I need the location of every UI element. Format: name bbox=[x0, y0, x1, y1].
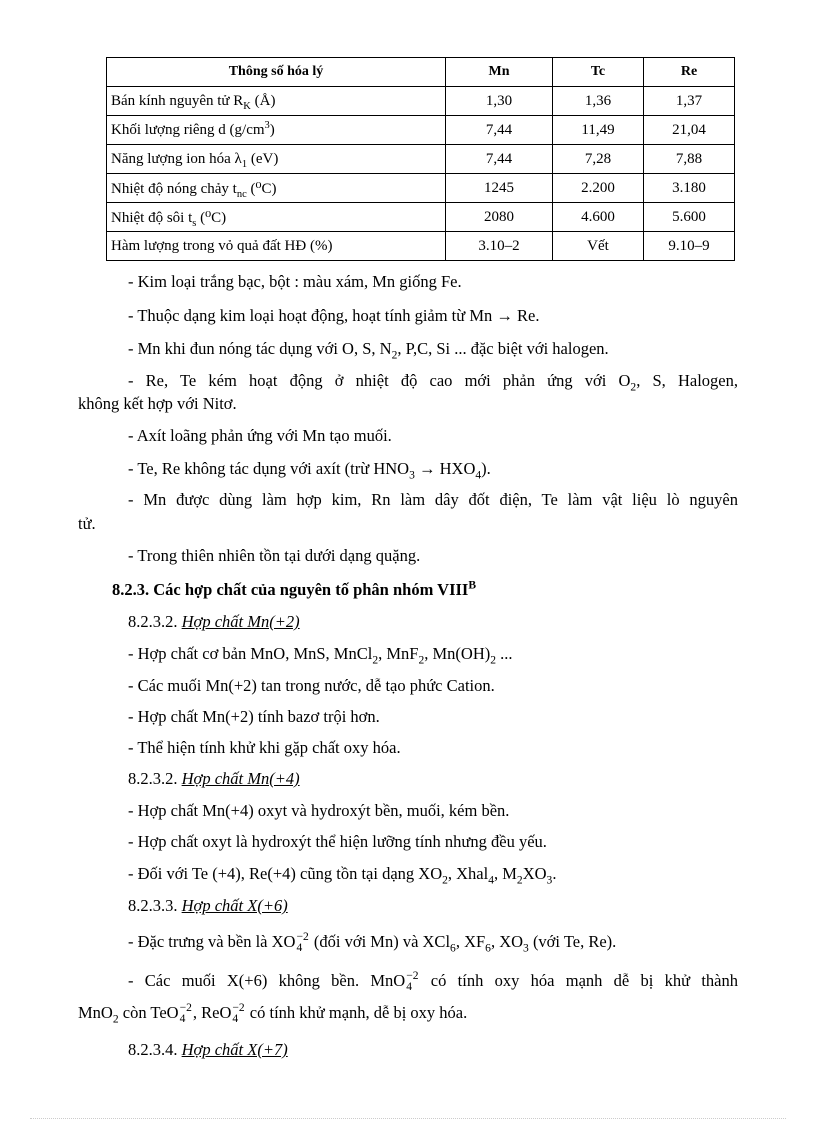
header-tc: Tc bbox=[553, 58, 644, 87]
cell-re: 1,37 bbox=[644, 87, 735, 116]
paragraph-continued: tử. bbox=[78, 514, 96, 533]
paragraph: - Mn được dùng làm hợp kim, Rn làm dây đốt điện, Te làm vật liệu lò nguyên bbox=[128, 490, 738, 509]
row-name: Nhiệt độ sôi $t_s$ (⁰C) bbox=[107, 203, 446, 232]
cell-mn: 3.10–2 bbox=[446, 232, 553, 261]
paragraph: - Đặc trưng và bền là XO −2 4 (đối với Mn) và XCl$_6$, $XF_6$, $XO_3$ (với Te, Re). bbox=[128, 930, 617, 955]
table-row bbox=[107, 87, 735, 116]
paragraph: - Các muối X(+6) không bền. MnO −2 4 có tính oxy hóa mạnh dễ bị khử thành bbox=[128, 969, 739, 994]
paragraph: - Đối với Te (+4), Re(+4) cũng tồn tại dạng $XO_2$, Xhal$_4$, $M_2XO_3$. bbox=[128, 864, 557, 887]
cell-tc: 2.200 bbox=[553, 174, 644, 203]
row-name: Khối lượng riêng d $(g/cm^3)$ bbox=[107, 116, 446, 145]
paragraph: - Re, Te kém hoạt động ở nhiệt độ cao mới phản ứng với $O_2$, S, Halogen, bbox=[128, 371, 739, 394]
row-name: Hàm lượng trong vỏ quả đất HĐ (%) bbox=[107, 232, 446, 261]
cell-re: 3.180 bbox=[644, 174, 735, 203]
row-name: Bán kính nguyên tử $R_K$ (Å) bbox=[107, 87, 446, 116]
subsection-title: 8.2.3.2. Hợp chất Mn(+2) bbox=[128, 612, 300, 631]
table-row bbox=[107, 145, 735, 174]
paragraph: - Các muối Mn(+2) tan trong nước, dễ tạo phức Cation. bbox=[128, 676, 495, 695]
paragraph: - Hợp chất Mn(+2) tính bazơ trội hơn. bbox=[128, 707, 380, 726]
header-mn: Mn bbox=[446, 58, 553, 87]
paragraph: - Trong thiên nhiên tồn tại dưới dạng quặng. bbox=[128, 546, 421, 565]
table-row bbox=[107, 116, 735, 145]
cell-tc: 11,49 bbox=[553, 116, 644, 145]
cell-tc: 1,36 bbox=[553, 87, 644, 116]
cell-tc: 4.600 bbox=[553, 203, 644, 232]
page-footer-rule bbox=[30, 1118, 786, 1119]
paragraph: - Mn khi đun nóng tác dụng với O, S, $N_2$, P,C, Si ... đặc biệt với halogen. bbox=[128, 339, 609, 362]
paragraph: - Hợp chất oxyt là hydroxýt thể hiện lưỡng tính nhưng đều yếu. bbox=[128, 832, 547, 851]
table-header-row bbox=[107, 58, 735, 87]
cell-re: 5.600 bbox=[644, 203, 735, 232]
cell-mn: 1,30 bbox=[446, 87, 553, 116]
cell-mn: 2080 bbox=[446, 203, 553, 232]
paragraph-continued: không kết hợp với Nitơ. bbox=[78, 394, 237, 413]
cell-mn: 7,44 bbox=[446, 116, 553, 145]
cell-tc: 7,28 bbox=[553, 145, 644, 174]
table-row bbox=[107, 203, 735, 232]
paragraph: - Kim loại trắng bạc, bột : màu xám, Mn giống Fe. bbox=[128, 272, 462, 291]
table-row bbox=[107, 174, 735, 203]
paragraph: - Te, Re không tác dụng với axít (trừ $HNO_3 \to HXO_4$). bbox=[128, 459, 491, 482]
subsection-title: 8.2.3.2. Hợp chất Mn(+4) bbox=[128, 769, 300, 788]
cell-mn: 7,44 bbox=[446, 145, 553, 174]
cell-mn: 1245 bbox=[446, 174, 553, 203]
paragraph: - Axít loãng phản ứng với Mn tạo muối. bbox=[128, 426, 392, 445]
properties-table bbox=[106, 57, 735, 261]
paragraph: - Thuộc dạng kim loại hoạt động, hoạt tính giảm từ Mn → Re. bbox=[128, 306, 540, 325]
paragraph-continued: MnO$_2$ còn TeO −2 4 , ReO −2 4 có tính khử mạnh, dễ bị oxy hóa. bbox=[78, 1001, 468, 1026]
row-name: Năng lượng ion hóa $\lambda_1$ (eV) bbox=[107, 145, 446, 174]
section-heading: 8.2.3. Các hợp chất của nguyên tố phân nhóm $VIII^B$ bbox=[112, 579, 477, 599]
header-property: Thông số hóa lý bbox=[107, 58, 446, 87]
table-row bbox=[107, 232, 735, 261]
subsection-title: 8.2.3.4. Hợp chất X(+7) bbox=[128, 1040, 288, 1059]
cell-re: 9.10–9 bbox=[644, 232, 735, 261]
cell-tc: Vết bbox=[553, 232, 644, 261]
cell-re: 7,88 bbox=[644, 145, 735, 174]
row-name: Nhiệt độ nóng chảy $t_{nc}$ (⁰C) bbox=[107, 174, 446, 203]
cell-re: 21,04 bbox=[644, 116, 735, 145]
paragraph: - Hợp chất cơ bản MnO, MnS, MnCl$_2$, MnF$_2$, $Mn(OH)_2$ ... bbox=[128, 644, 513, 667]
header-re: Re bbox=[644, 58, 735, 87]
subsection-title: 8.2.3.3. Hợp chất X(+6) bbox=[128, 896, 288, 915]
paragraph: - Hợp chất Mn(+4) oxyt và hydroxýt bền, muối, kém bền. bbox=[128, 801, 510, 820]
paragraph: - Thể hiện tính khử khi gặp chất oxy hóa. bbox=[128, 738, 401, 757]
